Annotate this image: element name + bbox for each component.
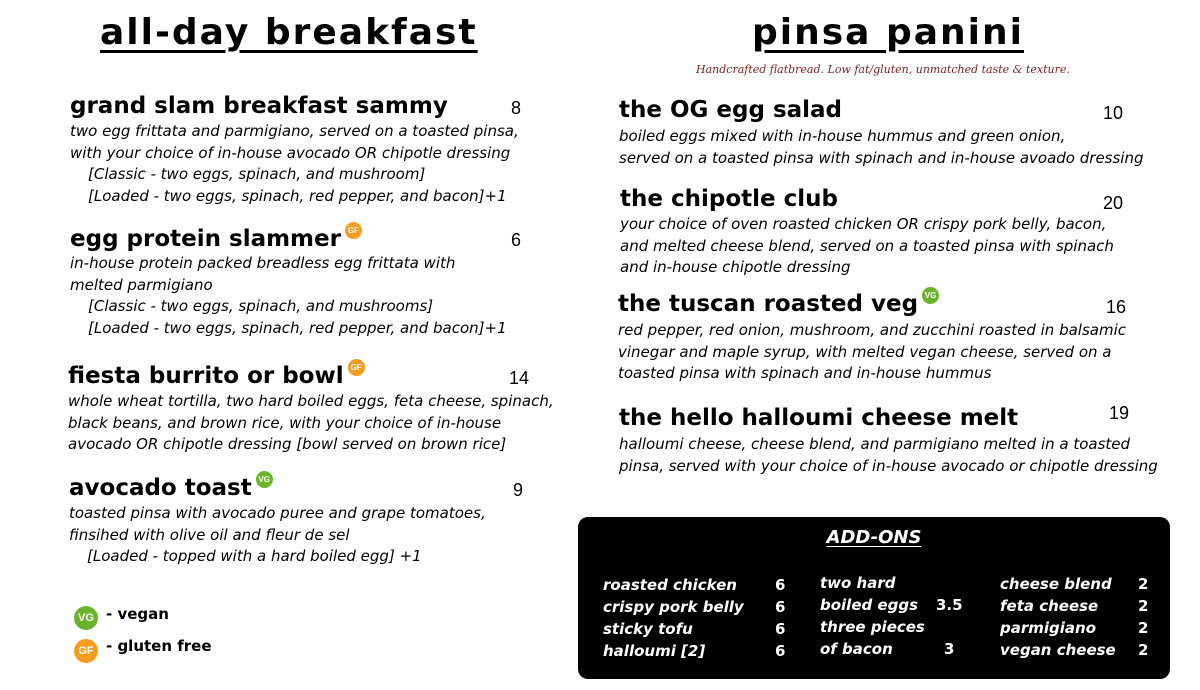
item-description xyxy=(69,503,486,568)
addon-price: 3.5 xyxy=(936,596,963,614)
addon-name: three pieces xyxy=(820,618,925,636)
item-description xyxy=(620,214,1114,279)
item-name xyxy=(70,226,362,252)
desc-line: toasted pinsa with avocado puree and grape tomatoes, xyxy=(69,504,486,522)
addon-name: sticky tofu xyxy=(603,620,693,638)
legend-gluten-free-label: - gluten free xyxy=(106,637,212,655)
desc-option: [Loaded - two eggs, spinach, red pepper, and bacon]+1 xyxy=(88,186,507,205)
desc-line: in-house protein packed breadless egg frittata with xyxy=(70,254,456,272)
item-price: 20 xyxy=(1103,193,1124,213)
addon-price: 2 xyxy=(1138,575,1149,593)
desc-line: your choice of oven roasted chicken OR crispy pork belly, bacon, xyxy=(620,215,1107,233)
addon-name: vegan cheese xyxy=(1000,641,1116,659)
item-price: 14 xyxy=(509,368,530,388)
item-price: 8 xyxy=(511,98,522,118)
item-price: 9 xyxy=(513,480,524,500)
item-name-text: avocado toast xyxy=(69,475,252,501)
desc-line: melted parmigiano xyxy=(70,275,213,294)
desc-option: [Loaded - two eggs, spinach, red pepper, and bacon]+1 xyxy=(88,318,507,337)
item-price: 6 xyxy=(511,230,522,250)
addon-name: feta cheese xyxy=(1000,597,1099,615)
gluten-free-badge-icon: GF xyxy=(348,359,365,376)
addon-name: crispy pork belly xyxy=(603,598,744,616)
item-name: grand slam breakfast sammy xyxy=(70,93,448,119)
desc-line: two egg frittata and parmigiano, served on a toasted pinsa, xyxy=(70,122,519,140)
item-name xyxy=(68,363,365,389)
legend-vegan-label: - vegan xyxy=(106,605,169,623)
addon-price: 6 xyxy=(775,642,786,660)
desc-line: and in-house chipotle dressing xyxy=(620,258,851,276)
addons-panel xyxy=(578,517,1170,679)
item-description xyxy=(70,253,507,339)
addon-price: 2 xyxy=(1138,641,1149,659)
addon-price: 3 xyxy=(944,640,955,658)
item-name xyxy=(618,291,939,317)
item-price: 19 xyxy=(1109,403,1130,423)
addon-name: boiled eggs xyxy=(820,596,919,614)
item-price: 16 xyxy=(1106,297,1127,317)
addon-name: parmigiano xyxy=(1000,619,1097,637)
desc-line: vinegar and maple syrup, with melted vegan cheese, served on a xyxy=(618,342,1112,361)
desc-line: whole wheat tortilla, two hard boiled eggs, feta cheese, spinach, xyxy=(68,392,554,410)
item-description xyxy=(70,121,519,207)
desc-line: and melted cheese blend, served on a toasted pinsa with spinach xyxy=(620,236,1114,255)
item-name-text: fiesta burrito or bowl xyxy=(68,363,344,389)
item-name-text: egg protein slammer xyxy=(70,226,341,252)
item-name: the hello halloumi cheese melt xyxy=(619,405,1019,431)
addon-price: 2 xyxy=(1138,597,1149,615)
desc-option: [Classic - two eggs, spinach, and mushrooms] xyxy=(88,297,434,315)
pinsa-tagline: Handcrafted flatbread. Low fat/gluten, unmatched taste & texture. xyxy=(696,63,1070,76)
addon-name: two hard xyxy=(820,574,896,592)
gluten-free-legend-icon: GF xyxy=(74,639,98,663)
item-name xyxy=(69,475,273,501)
addon-price: 6 xyxy=(775,576,786,594)
desc-line: with your choice of in-house avocado OR chipotle dressing xyxy=(70,143,511,162)
desc-line: boiled eggs mixed with in-house hummus and green onion, xyxy=(619,127,1066,145)
addon-name: halloumi [2] xyxy=(603,642,706,660)
desc-line: red pepper, red onion, mushroom, and zucchini roasted in balsamic xyxy=(618,321,1126,339)
desc-option: [Loaded - topped with a hard boiled egg] +1 xyxy=(87,547,422,565)
addon-name: of bacon xyxy=(820,640,893,658)
desc-line: black beans, and brown rice, with your choice of in-house xyxy=(68,413,502,432)
item-description xyxy=(618,320,1126,385)
desc-line: served on a toasted pinsa with spinach and in-house avoado dressing xyxy=(619,148,1144,167)
breakfast-title: all-day breakfast xyxy=(100,12,478,53)
item-description xyxy=(619,126,1144,169)
desc-line: pinsa, served with your choice of in-house avocado or chipotle dressing xyxy=(619,456,1158,475)
item-name: the OG egg salad xyxy=(619,97,843,123)
pinsa-title: pinsa panini xyxy=(752,12,1024,53)
desc-line: avocado OR chipotle dressing [bowl served on brown rice] xyxy=(68,435,507,453)
addons-title: ADD-ONS xyxy=(826,527,922,548)
desc-line: finsihed with olive oil and fleur de sel xyxy=(69,525,350,544)
item-description xyxy=(619,434,1158,477)
addon-name: cheese blend xyxy=(1000,575,1112,593)
desc-line: halloumi cheese, cheese blend, and parmigiano melted in a toasted xyxy=(619,435,1131,453)
addon-price: 6 xyxy=(775,598,786,616)
item-name-text: the tuscan roasted veg xyxy=(618,291,919,317)
addon-price: 6 xyxy=(775,620,786,638)
desc-line: toasted pinsa with spinach and in-house hummus xyxy=(618,364,992,382)
item-name: the chipotle club xyxy=(620,186,838,212)
desc-option: [Classic - two eggs, spinach, and mushroom] xyxy=(88,165,426,183)
item-price: 10 xyxy=(1103,103,1124,123)
item-description xyxy=(68,391,554,456)
gluten-free-badge-icon: GF xyxy=(345,222,362,239)
addon-price: 2 xyxy=(1138,619,1149,637)
addon-name: roasted chicken xyxy=(603,576,737,594)
vegan-legend-icon: VG xyxy=(74,606,98,630)
vegan-badge-icon: VG xyxy=(922,287,939,304)
vegan-badge-icon: VG xyxy=(256,471,273,488)
